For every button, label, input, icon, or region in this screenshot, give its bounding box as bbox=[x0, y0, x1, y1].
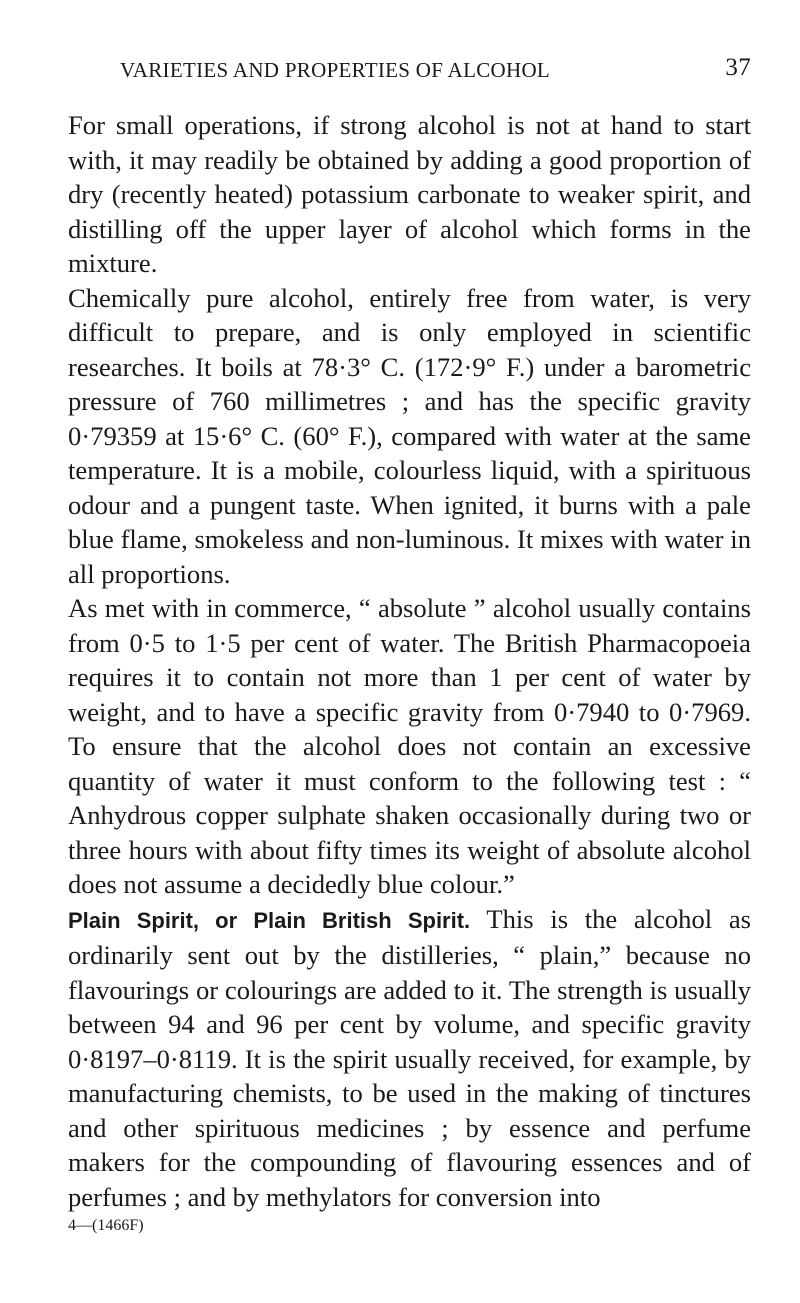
run-in-heading: Plain Spirit, or Plain British Spirit. bbox=[68, 907, 471, 933]
running-head bbox=[68, 52, 751, 92]
paragraph-2 bbox=[68, 281, 751, 592]
paragraph-3 bbox=[68, 591, 751, 902]
paragraph-text: For small operations, if strong alcohol is not at hand to start with, it may readily be obtained by adding a good proportion of dry (recently heated) potassium carbonate to weaker spirit, and distilling off the upper layer of alcohol which forms in the mixture. bbox=[68, 110, 751, 278]
body-text bbox=[68, 108, 751, 1214]
paragraph-1 bbox=[68, 108, 751, 281]
signature-mark: 4—(1466F) bbox=[68, 1217, 144, 1234]
paragraph-text: This is the alcohol as ordinarily sent out by the distilleries, “ plain,” because no flavourings or colourings are added to it. The strength is usually between 94 and 96 per cent by volume, and specific gravity 0·8197–0·8119. It is the spirit usually received, for example, by manufacturing chemists, to be used in the making of tinctures and other spirituous medicines ; by essence and perfume makers for the compounding of flavouring essences and of perfumes ; and by methylators for conversion into bbox=[68, 903, 751, 1212]
page-number: 37 bbox=[725, 54, 751, 81]
page bbox=[68, 52, 751, 1236]
paragraph-text: Chemically pure alcohol, entirely free from water, is very difficult to prepare, and is only employed in scientific researches. It boils at 78·3° C. (172·9° F.) under a barometric pressure of 760 millimetres ; and has the specific gravity 0·79359 at 15·6° C. (60° F.), compared with water at the same temperature. It is a mobile, colourless liquid, with a spirituous odour and a pungent taste. When ignited, it burns with a pale blue flame, smokeless and non-luminous. It mixes with water in all proportions. bbox=[68, 282, 751, 589]
paragraph-4 bbox=[68, 902, 751, 1215]
running-title: VARIETIES AND PROPERTIES OF ALCOHOL bbox=[120, 58, 551, 82]
paragraph-text: As met with in commerce, “ absolute ” alcohol usually contains from 0·5 to 1·5 per cent of water. The British Pharmacopoeia requires it to contain not more than 1 per cent of water by weight, and to have a specific gravity from 0·7940 to 0·7969. To ensure that the alcohol does not contain an excessive quantity of water it must conform to the following test : “ Anhydrous copper sulphate shaken occasionally during two or three hours with about fifty times its weight of absolute alcohol does not assume a decidedly blue colour.” bbox=[68, 593, 751, 899]
